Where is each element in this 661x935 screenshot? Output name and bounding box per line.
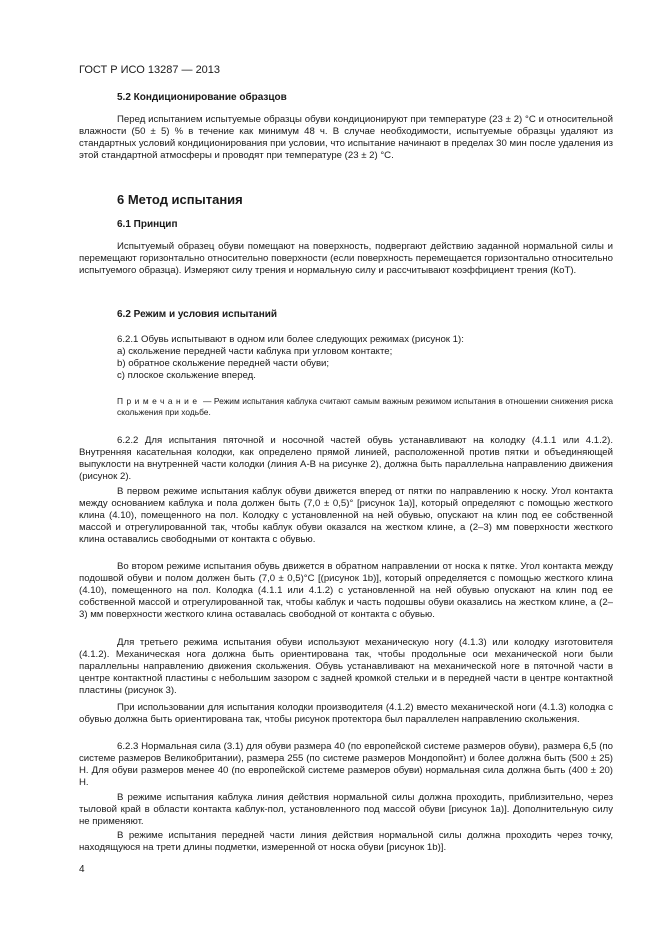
- list-item-b: b) обратное скольжение передней части обуви;: [117, 358, 330, 370]
- mode-1-paragraph: В первом режиме испытания каблук обуви движется вперед от пятки по направлению к носку. Угол контакта между основанием каблука и пола должен быть (7,0 ± 0,5)° [рисунок 1а)], который определяют с помощью жесткого клина (4.10), помещенного на пол. Колодку с установленной на ней обувью, опускают на клин под ее собственной массой и отрегулированной так, чтобы каблук обуви оказался на жестком клине, а (2–3) мм поверхности жесткого клина оставались свободными от контакта с обувью.: [79, 486, 613, 546]
- list-item-a: a) скольжение передней части каблука при угловом контакте;: [117, 346, 393, 358]
- section-6-title: 6 Метод испытания: [117, 192, 243, 207]
- section-6-2-3-paragraph: 6.2.3 Нормальная сила (3.1) для обуви размера 40 (по европейской системе размеров обуви), размера 6,5 (по системе размеров Великобритании), размера 255 (по системе размеров Мондопойнт) и более должна быть (500 ± 25) Н. Для обуви размеров менее 40 (по европейской системе размеров обуви) нормальная сила должна быть (400 ± 20) Н.: [79, 741, 613, 789]
- document-header: ГОСТ Р ИСО 13287 — 2013: [79, 64, 221, 76]
- list-item-c: c) плоское скольжение вперед.: [117, 370, 256, 382]
- section-5-2-title: 5.2 Кондиционирование образцов: [117, 92, 287, 103]
- list-intro: 6.2.1 Обувь испытывают в одном или более следующих режимах (рисунок 1):: [117, 334, 464, 345]
- section-6-1-title: 6.1 Принцип: [117, 219, 178, 230]
- section-6-2-1-list: [117, 334, 464, 382]
- mode-3-paragraph: Для третьего режима испытания обуви используют механическую ногу (4.1.3) или колодку изготовителя (4.1.2). Механическая нога должна быть ориентирована так, чтобы продольные оси механической ноги были параллельны направлению движения скольжения. Обувь устанавливают на механической ноге в пяточной части в центре контактной пластины с небольшим зазором с задней кромкой стельки и в передней части в центре контактной пластины (рисунок 3).: [79, 637, 613, 697]
- section-6-2-title: 6.2 Режим и условия испытаний: [117, 309, 278, 320]
- section-5-2-paragraph: Перед испытанием испытуемые образцы обуви кондиционируют при температуре (23 ± 2) °С и относительной влажности (50 ± 5) % в течение как минимум 48 ч. В случае необходимости, испытуемые образцы удаляют из стандартных условий кондиционирования при условии, что испытание начинают в пределах 30 мин после удаления из этой стандартной атмосферы и проводят при температуре (23 ± 2) °С.: [79, 114, 613, 162]
- note: [117, 396, 613, 418]
- section-6-1-paragraph: Испытуемый образец обуви помещают на поверхность, подвергают действию заданной нормальной силы и перемещают горизонтально относительно поверхности (если поверхность перемещается горизонтально относительно испытуемого образца). Измеряют силу трения и нормальную силу и рассчитывают коэффициент трения (КоТ).: [79, 241, 613, 277]
- page-number: 4: [79, 864, 85, 875]
- front-mode-force-paragraph: В режиме испытания передней части линия действия нормальной силы должна проходить через точку, находящуюся на трети длины подметки, измеренной от носка обуви [рисунок 1b)].: [79, 830, 613, 854]
- note-label: Примечание: [117, 396, 201, 406]
- manufacturer-last-paragraph: При использовании для испытания колодки производителя (4.1.2) вместо механической ноги (4.1.3) колодка с обувью должна быть ориентирована так, чтобы рисунок протектора был параллелен направлению скольжения.: [79, 702, 613, 726]
- note-text: — Режим испытания каблука считают самым важным режимом испытания в отношении снижения риска скольжения при ходьбе.: [117, 396, 613, 417]
- heel-mode-force-paragraph: В режиме испытания каблука линия действия нормальной силы должна проходить, приблизительно, через тыловой край в области контакта каблук-пол, установленного под массой обуви [рисунок 1а)]. Дополнительную силу не применяют.: [79, 792, 613, 828]
- mode-2-paragraph: Во втором режиме испытания обувь движется в обратном направлении от носка к пятке. Угол контакта между подошвой обуви и полом должен быть (7,0 ± 0,5)°С [(рисунок 1b)], который определяется с помощью жесткого клина (4.10), помещенного на пол. Колодка (4.1.1 или 4.1.2) с установленной на ней обувью опускают на клин под ее собственной массой и отрегулированной так, чтобы каблук и часть подошвы обуви оказались на жестком клине, а (2–3) мм поверхности жесткого клина оставалась свободной от контакта с обувью.: [79, 561, 613, 621]
- section-6-2-2-paragraph: 6.2.2 Для испытания пяточной и носочной частей обувь устанавливают на колодку (4.1.1 или 4.1.2). Внутренняя касательная колодки, как определено прямой линией, расположенной против пятки и объединяющей выпуклости на внутренней части колодки (линия А-В на рисунке 2), должна быть параллельна направлению движения (рисунок 2).: [79, 435, 613, 483]
